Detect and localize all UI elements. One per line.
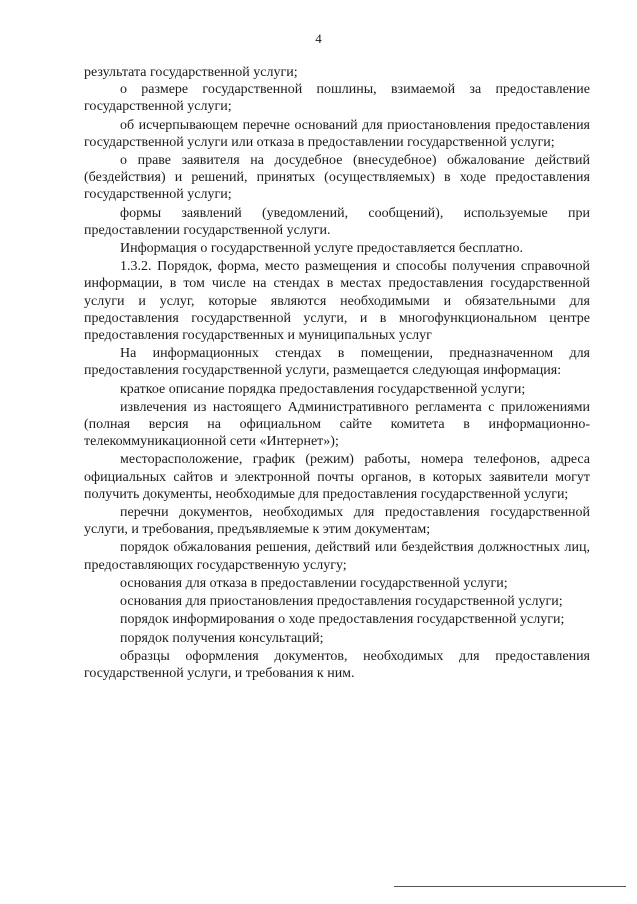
paragraph: порядок информирования о ходе предоставления государственной услуги;: [120, 612, 565, 628]
paragraph: На информационных стендах в помещении, предназначенном для предоставления государственной услуги, размещается следующая информация:: [84, 346, 590, 379]
paragraph: перечни документов, необходимых для предоставления государственной услуги, и требования, предъявляемые к этим документам;: [84, 505, 590, 538]
document-body: [84, 64, 590, 682]
paragraph: формы заявлений (уведомлений, сообщений), используемые при предоставлении государственной услуги.: [84, 205, 590, 238]
page-number: 4: [315, 31, 322, 46]
paragraph: извлечения из настоящего Административного регламента с приложениями (полная версия на официальном сайте комитета в информационно-телекоммуникационной сети «Интернет»);: [84, 399, 590, 450]
paragraph: краткое описание порядка предоставления государственной услуги;: [120, 381, 526, 397]
paragraph: о размере государственной пошлины, взимаемой за предоставление государственной услуги;: [84, 82, 590, 115]
paragraph: о праве заявителя на досудебное (внесудебное) обжалование действий (бездействия) и решений, принятых (осуществляемых) в ходе предоставления государственной услуги;: [84, 153, 590, 203]
paragraph: месторасположение, график (режим) работы, номера телефонов, адреса официальных сайтов и электронной почты органов, в которых заявители могут получить документы, необходимые для предоставления государственной услуги;: [84, 452, 590, 502]
paragraph: об исчерпывающем перечне оснований для приостановления предоставления государственной услуги или отказа в предоставлении государственной услуги;: [84, 117, 590, 150]
paragraph: 1.3.2. Порядок, форма, место размещения и способы получения справочной информации, в том числе на стендах в местах предоставления государственной услуги и услуг, которые являются необходимыми и обязательными для предоставления государственной услуги, и в многофункциональном центре предоставления государственных и муниципальных услуг: [84, 259, 590, 344]
paragraph: основания для отказа в предоставлении государственной услуги;: [120, 575, 508, 591]
paragraph: Информация о государственной услуге предоставляется бесплатно.: [120, 241, 523, 257]
paragraph: образцы оформления документов, необходимых для предоставления государственной услуги, и требования к ним.: [84, 648, 590, 681]
footer-divider: [394, 886, 626, 887]
paragraph: порядок получения консультаций;: [120, 630, 324, 646]
paragraph: порядок обжалования решения, действий или бездействия должностных лиц, предоставляющих государственную услугу;: [84, 540, 590, 573]
paragraph: основания для приостановления предоставления государственной услуги;: [120, 594, 563, 610]
paragraph: результата государственной услуги;: [84, 65, 298, 80]
